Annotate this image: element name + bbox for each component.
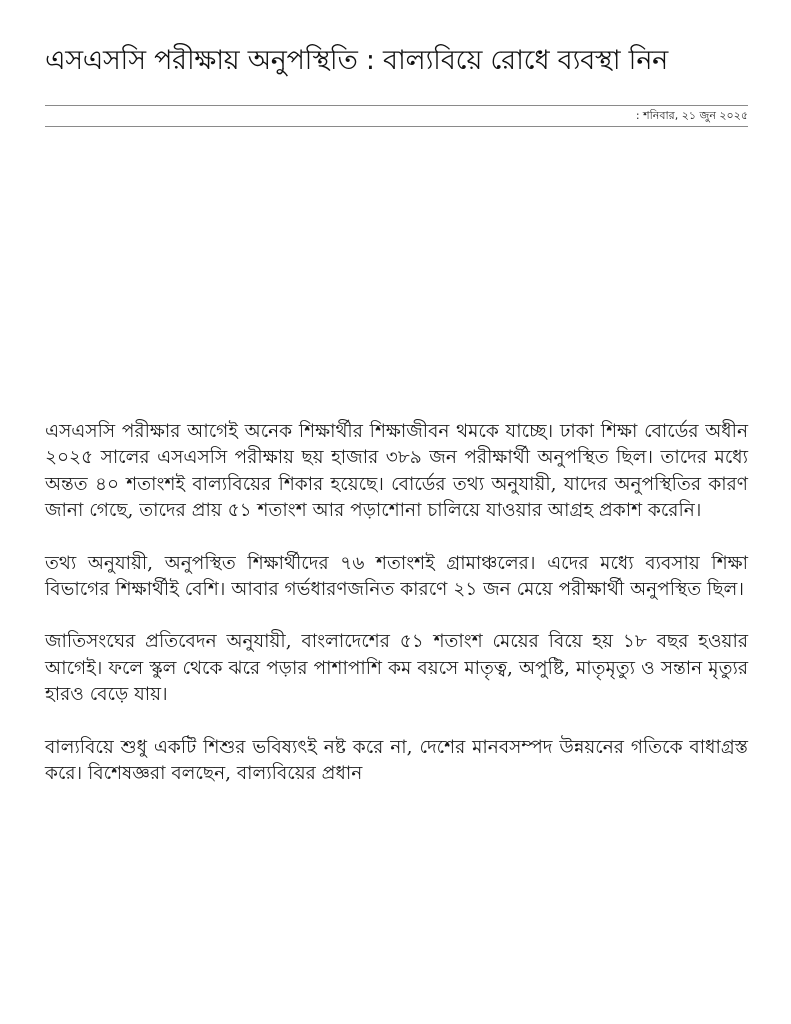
dateline-bar (45, 105, 748, 127)
paragraph: বাল্যবিয়ে শুধু একটি শিশুর ভবিষ্যৎই নষ্ট করে না, দেশের মানবসম্পদ উন্নয়নের গতিকে বাধাগ্রস্ত করে। বিশেষজ্ঞরা বলছেন, বাল্যবিয়ের প্রধান (45, 736, 748, 785)
image-placeholder (45, 127, 748, 419)
article (45, 0, 748, 813)
publish-date: : শনিবার, ২১ জুন ২০২৫ (635, 109, 748, 122)
paragraph: জাতিসংঘের প্রতিবেদন অনুযায়ী, বাংলাদেশের ৫১ শতাংশ মেয়ের বিয়ে হয় ১৮ বছর হওয়ার আগেই। ফলে স্কুল থেকে ঝরে পড়ার পাশাপাশি কম বয়সে মাতৃত্ব, অপুষ্টি, মাতৃমৃত্যু ও সন্তান মৃত্যুর হারও বেড়ে যায়। (45, 631, 748, 706)
paragraph: এসএসসি পরীক্ষার আগেই অনেক শিক্ষার্থীর শিক্ষাজীবন থমকে যাচ্ছে। ঢাকা শিক্ষা বোর্ডের অধীন ২০২৫ সালের এসএসসি পরীক্ষায় ছয় হাজার ৩৮৯ জন পরীক্ষার্থী অনুপস্থিত ছিল। তাদের মধ্যে অন্তত ৪০ শতাংশই বাল্যবিয়ের শিকার হয়েছে। বোর্ডের তথ্য অনুযায়ী, যাদের অনুপস্থিতির কারণ জানা গেছে, তাদের প্রায় ৫১ শতাংশ আর পড়াশোনা চালিয়ে যাওয়ার আগ্রহ প্রকাশ করেনি। (45, 421, 748, 522)
article-headline: এসএসসি পরীক্ষায় অনুপস্থিতি : বাল্যবিয়ে রোধে ব্যবস্থা নিন (45, 45, 668, 76)
paragraph: তথ্য অনুযায়ী, অনুপস্থিত শিক্ষার্থীদের ৭৬ শতাংশই গ্রামাঞ্চলের। এদের মধ্যে ব্যবসায় শিক্ষা বিভাগের শিক্ষার্থীই বেশি। আবার গর্ভধারণজনিত কারণে ২১ জন মেয়ে পরীক্ষার্থী অনুপস্থিত ছিল। (45, 552, 748, 601)
article-body (45, 419, 748, 787)
